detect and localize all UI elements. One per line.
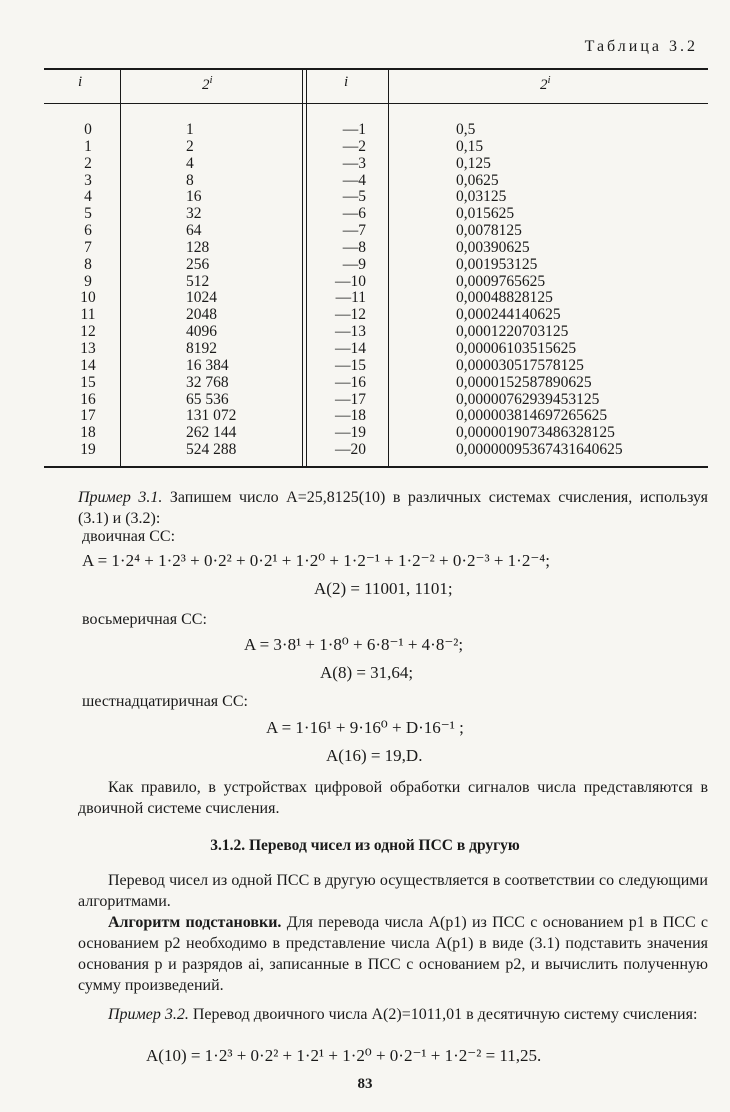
header-pow: 2$^i$ [202, 74, 213, 93]
table-cell-pow: 1 [186, 121, 194, 138]
table-cell-pow-neg: 0,5 [456, 121, 476, 138]
table-cell-pow: 8 [186, 171, 194, 189]
page-number: 83 [357, 1076, 373, 1092]
binary-label: двоичная СС: [82, 528, 176, 545]
table-cell-i-neg: —5 [342, 188, 366, 206]
table-cell-i-neg: —3 [342, 154, 366, 172]
table-cell-i: 16 [80, 390, 96, 408]
table-cell-i-neg: —19 [335, 424, 366, 442]
intro-paragraph: Перевод чисел из одной ПСС в другую осуществляется в соответствии со следующими алгоритмами. [78, 872, 708, 910]
example1-title: Пример 3.1. [78, 489, 163, 506]
octal-label: восьмеричная СС: [82, 611, 207, 628]
section-heading: 3.1.2. Перевод чисел из одной ПСС в другую [210, 837, 520, 854]
example2-paragraph [78, 1004, 708, 1025]
algorithm-text: Для перевода числа A(p1) из ПСС с основанием p1 в ПСС с основанием p2 необходимо в представление числа A(p1) в виде (3.1) подставить значения основания p и разрядов ai, записанные в ПСС с основанием p2, и вычислить полученную сумму произведений. [78, 914, 708, 994]
table-cell-pow-neg: 0,0078125 [456, 222, 522, 240]
table-cell-pow: 128 [186, 238, 210, 256]
table-cell-pow-neg: 0,15 [456, 137, 484, 155]
table-cell-pow: 256 [186, 255, 210, 273]
table-divider-double-b [306, 70, 307, 466]
hex-result: A(16) = 19,D. [326, 746, 423, 765]
table-cell-pow: 16 384 [186, 356, 229, 374]
table-cell-i-neg: —7 [342, 222, 366, 240]
table-cell-i-neg: —16 [335, 373, 366, 391]
octal-result: A(8) = 31,64; [320, 663, 414, 682]
table-cell-i-neg: —6 [342, 205, 366, 223]
table-cell-pow-neg: 0,0001220703125 [456, 323, 569, 341]
table-cell-pow-neg: 0,0000152587890625 [456, 373, 592, 391]
table-cell-pow: 4 [186, 154, 194, 172]
table-cell-i: 12 [80, 323, 96, 341]
table-cell-i-neg: —1 [342, 121, 366, 138]
table-header-rule [44, 103, 708, 104]
table-cell-i-neg: —8 [342, 238, 366, 256]
algorithm-title: Алгоритм подстановки. [108, 914, 282, 931]
table-cell-pow: 32 768 [186, 373, 229, 391]
example2-title: Пример 3.2. [108, 1006, 189, 1023]
table-cell-pow: 2048 [186, 306, 217, 324]
table-caption: Таблица 3.2 [584, 38, 698, 55]
example2-text: Перевод двоичного числа A(2)=1011,01 в десятичную систему счисления: [192, 1006, 698, 1023]
column-i-negative [318, 122, 366, 459]
table-divider-1 [120, 70, 121, 466]
table-cell-pow-neg: 0,001953125 [456, 255, 538, 273]
table-cell-pow: 1024 [186, 289, 217, 307]
table-cell-pow: 16 [186, 188, 202, 206]
table-cell-pow: 524 288 [186, 441, 237, 459]
table-cell-pow: 4096 [186, 323, 217, 341]
algorithm-paragraph [78, 912, 708, 996]
table-cell-i-neg: —18 [335, 407, 366, 425]
table-cell-i-neg: —17 [335, 390, 366, 408]
table-cell-i: 19 [80, 441, 96, 459]
table-cell-i-neg: —4 [342, 171, 366, 189]
table-cell-i: 17 [80, 407, 96, 425]
table-divider-3 [388, 70, 389, 466]
table-cell-pow: 512 [186, 272, 210, 290]
table-cell-pow-neg: 0,00000095367431640625 [456, 441, 623, 459]
header-pow-neg: 2$^i$ [540, 74, 551, 93]
table-cell-pow-neg: 0,0000019073486328125 [456, 424, 615, 442]
table-cell-pow-neg: 0,00006103515625 [456, 339, 577, 357]
table-cell-pow: 65 536 [186, 390, 229, 408]
rule-paragraph: Как правило, в устройствах цифровой обработки сигналов числа представляются в двоичной системе счисления. [78, 779, 708, 817]
table-cell-i-neg: —9 [342, 255, 366, 273]
table-cell-pow: 131 072 [186, 407, 237, 425]
table-cell-i: 3 [84, 171, 92, 189]
table-cell-i: 8 [84, 255, 92, 273]
table-cell-i-neg: —20 [335, 441, 366, 459]
table-cell-pow-neg: 0,0009765625 [456, 272, 546, 290]
table-cell-i-neg: —2 [342, 137, 366, 155]
table-cell-i: 11 [80, 306, 96, 324]
table-cell-i: 15 [80, 373, 96, 391]
example1-text: Запишем число A=25,8125(10) в различных системах счисления, используя (3.1) и (3.2): [78, 489, 709, 527]
table-divider-double-a [302, 70, 303, 466]
table-cell-pow: 64 [186, 222, 202, 240]
table-cell-i: 13 [80, 339, 96, 357]
table-cell-i: 7 [84, 238, 92, 256]
column-pow-negative [456, 122, 623, 459]
table-cell-i: 6 [84, 222, 92, 240]
example1-paragraph [78, 487, 708, 529]
table-top-rule [44, 68, 708, 70]
column-pow-positive [186, 122, 236, 459]
hex-equation: A = 1·16¹ + 9·16⁰ + D·16⁻¹ ; [266, 718, 464, 737]
table-cell-i-neg: —13 [335, 323, 366, 341]
header-i: i [78, 74, 83, 90]
example2-equation: A(10) = 1·2³ + 0·2² + 1·2¹ + 1·2⁰ + 0·2⁻¹ + 1·2⁻² = 11,25. [146, 1046, 542, 1065]
octal-equation: A = 3·8¹ + 1·8⁰ + 6·8⁻¹ + 4·8⁻²; [244, 635, 464, 654]
binary-equation: A = 1·2⁴ + 1·2³ + 0·2² + 0·2¹ + 1·2⁰ + 1·2⁻¹ + 1·2⁻² + 0·2⁻³ + 1·2⁻⁴; [82, 551, 550, 570]
header-i-neg: i [344, 74, 349, 90]
table-cell-i: 10 [80, 289, 96, 307]
table-cell-i: 18 [80, 424, 96, 442]
hex-label: шестнадцатиричная СС: [82, 693, 248, 710]
table-cell-pow-neg: 0,000003814697265625 [456, 407, 608, 425]
table-cell-i: 5 [84, 205, 92, 223]
binary-result: A(2) = 11001, 1101; [314, 579, 453, 598]
table-cell-i: 4 [84, 188, 92, 206]
table-cell-pow-neg: 0,015625 [456, 205, 515, 223]
table-cell-i-neg: —11 [335, 289, 366, 307]
table-cell-pow-neg: 0,0625 [456, 171, 499, 189]
table-cell-pow-neg: 0,03125 [456, 188, 507, 206]
table-cell-i: 14 [80, 356, 96, 374]
table-cell-pow: 262 144 [186, 424, 237, 442]
table-cell-pow-neg: 0,000030517578125 [456, 356, 584, 374]
table-cell-i: 9 [84, 272, 92, 290]
table-cell-i-neg: —14 [335, 339, 366, 357]
table-cell-i: 1 [84, 137, 92, 155]
table-cell-pow: 2 [186, 137, 194, 155]
table-cell-i: 0 [84, 121, 92, 138]
table-cell-pow-neg: 0,00390625 [456, 238, 530, 256]
table-cell-i-neg: —12 [335, 306, 366, 324]
column-i-positive [76, 122, 100, 459]
table-cell-pow-neg: 0,125 [456, 154, 491, 172]
table-cell-pow-neg: 0,00000762939453125 [456, 390, 600, 408]
table-cell-i-neg: —10 [335, 272, 366, 290]
table-cell-pow-neg: 0,000244140625 [456, 306, 561, 324]
table-cell-pow: 8192 [186, 339, 217, 357]
table-cell-pow-neg: 0,00048828125 [456, 289, 553, 307]
table-cell-i: 2 [84, 154, 92, 172]
table-cell-i-neg: —15 [335, 356, 366, 374]
table-bottom-rule [44, 466, 708, 468]
table-cell-pow: 32 [186, 205, 202, 223]
